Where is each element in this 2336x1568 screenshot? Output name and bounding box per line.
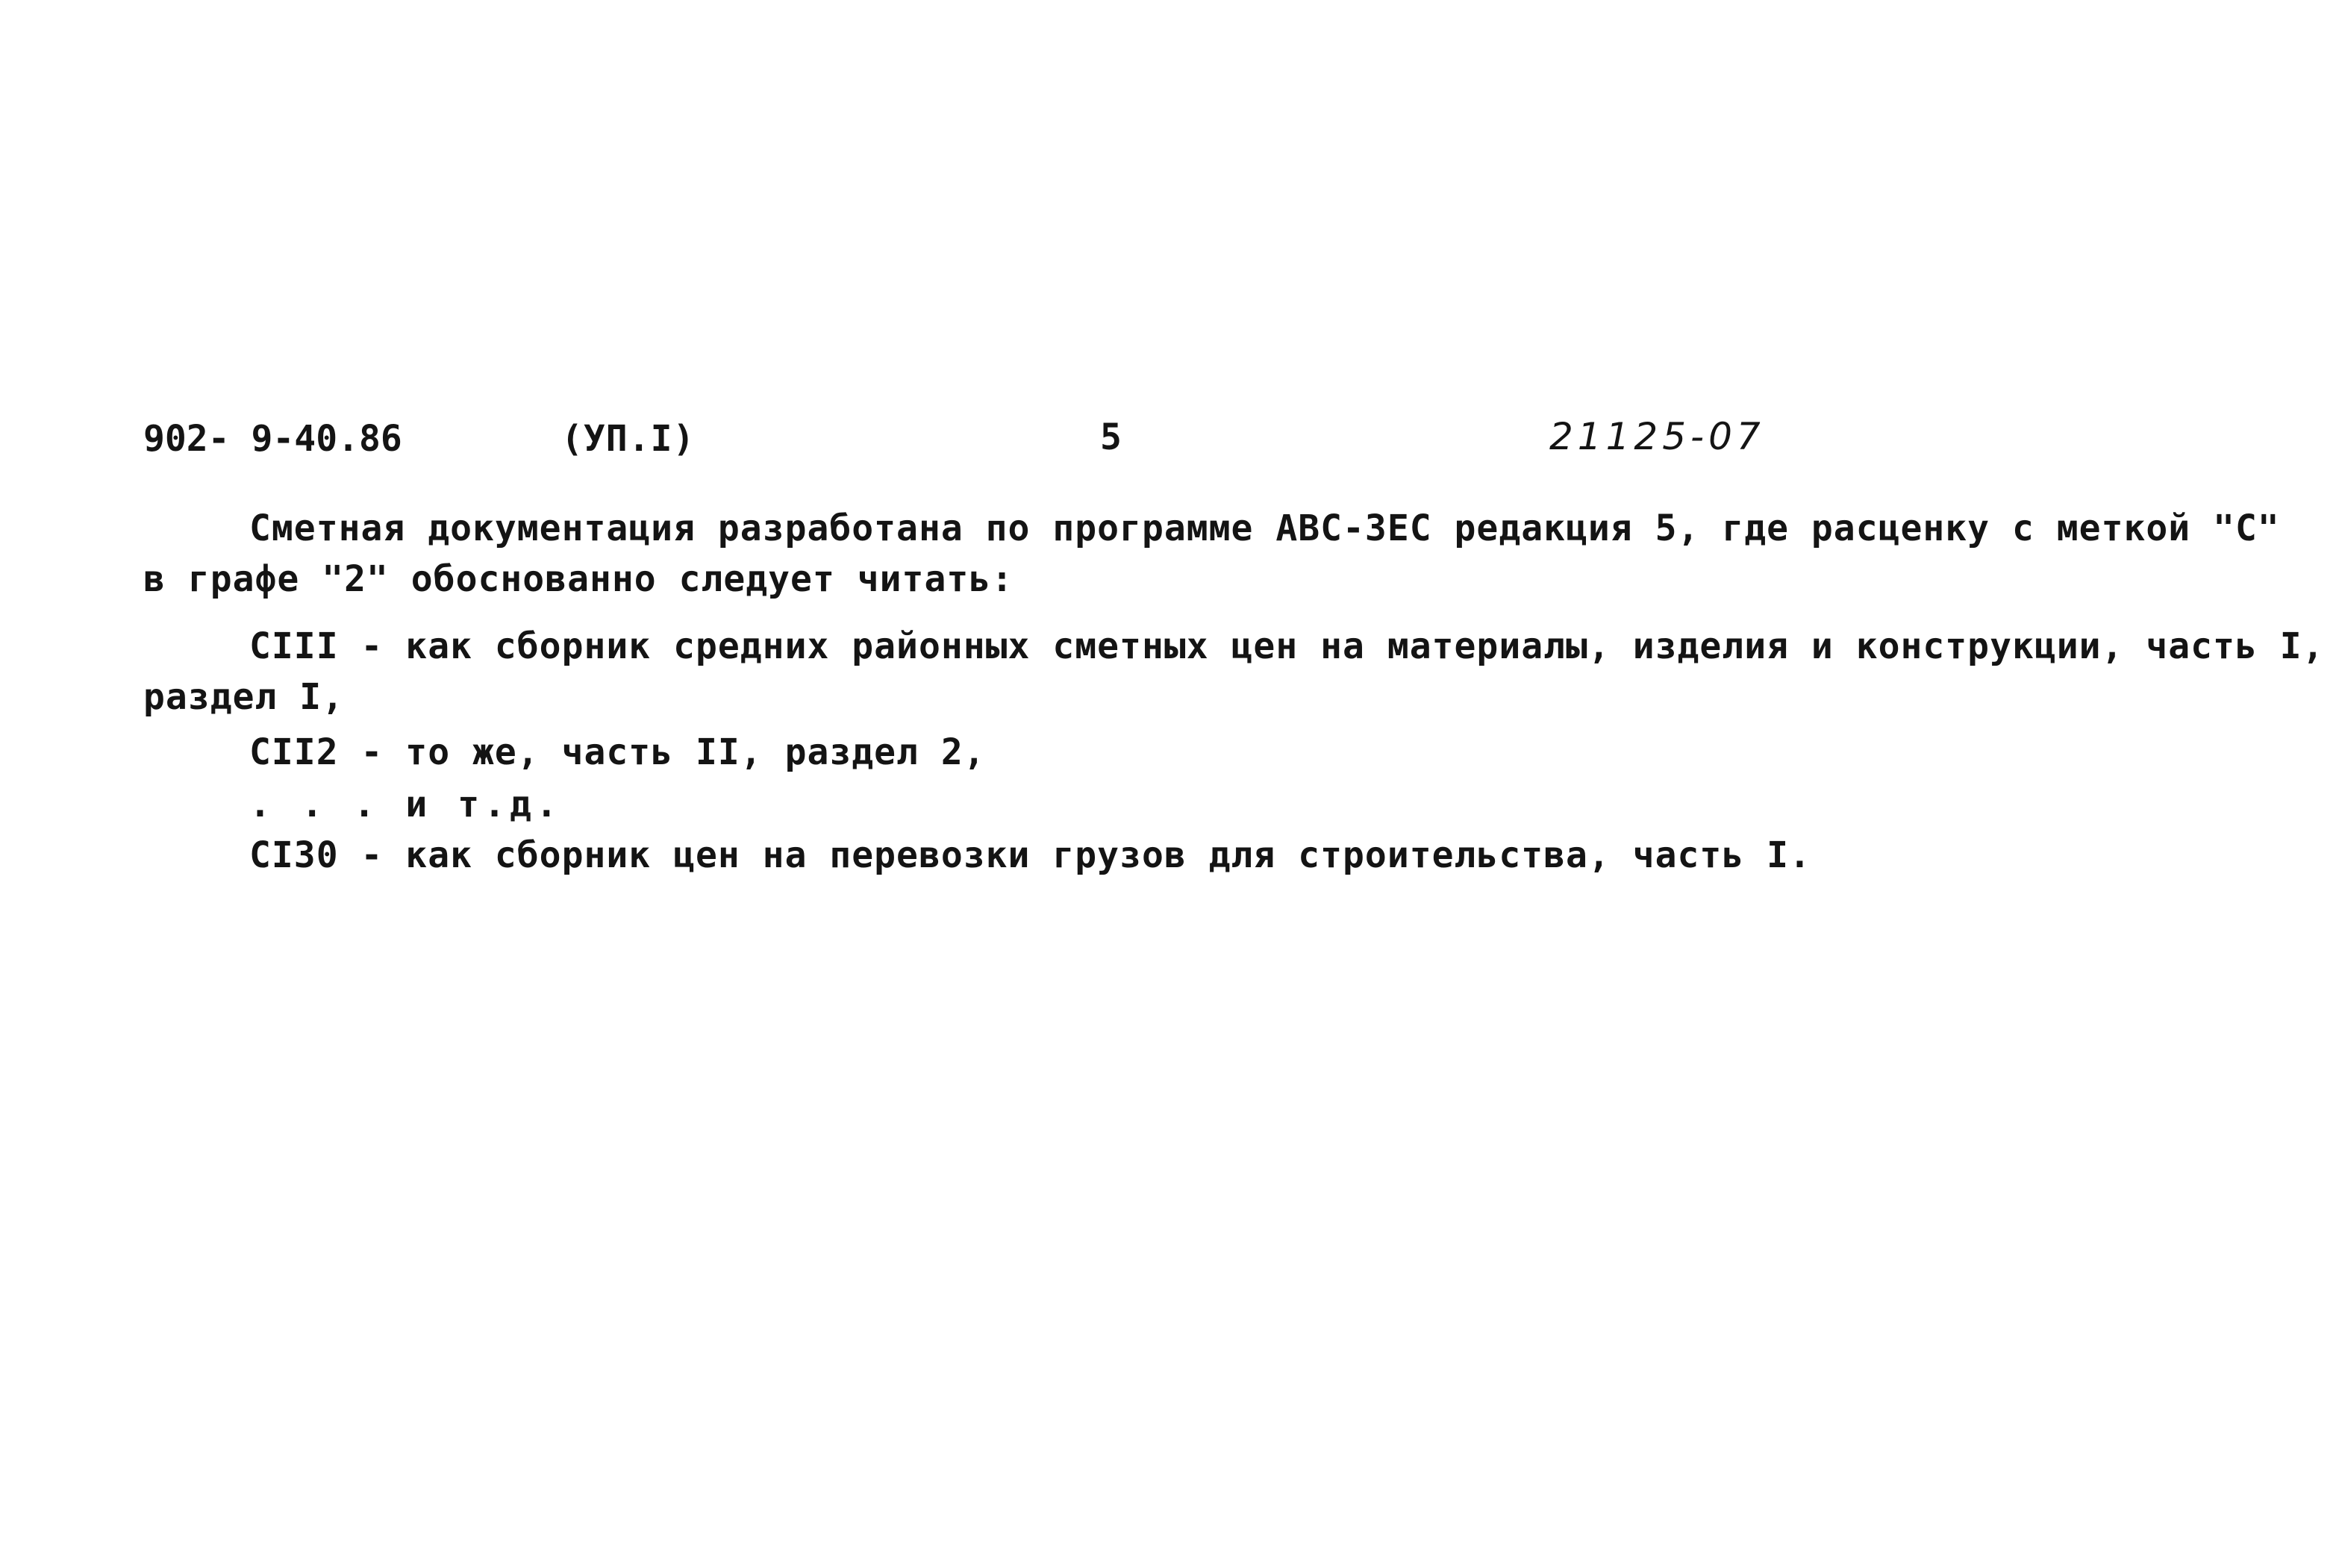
list-item-c112: СII2 - то же, часть II, раздел 2, — [249, 731, 986, 773]
document-code: 902- 9-40.86 — [143, 418, 402, 460]
inventory-number: 21125-07 — [1549, 415, 1765, 458]
intro-text-line-1: Сметная документация разработана по программе АВС-ЗЕС редакция 5, где расценку с меткой "С" — [249, 507, 2280, 549]
list-item-c130: СI30 - как сборник цен на перевозки грузов для строительства, часть I. — [249, 834, 1811, 876]
sheet-label: (УП.I) — [561, 418, 696, 460]
page-number: 5 — [1100, 416, 1122, 458]
list-item-c111-line-1: СIII - как сборник средних районных сметных цен на материалы, изделия и конструкции, часть I, — [249, 625, 2325, 667]
intro-text-line-2: в графе "2" обоснованно следует читать: — [143, 558, 1014, 600]
list-item-ellipsis: . . . и т.д. — [249, 784, 562, 825]
list-item-c111-line-2: раздел I, — [143, 676, 345, 718]
